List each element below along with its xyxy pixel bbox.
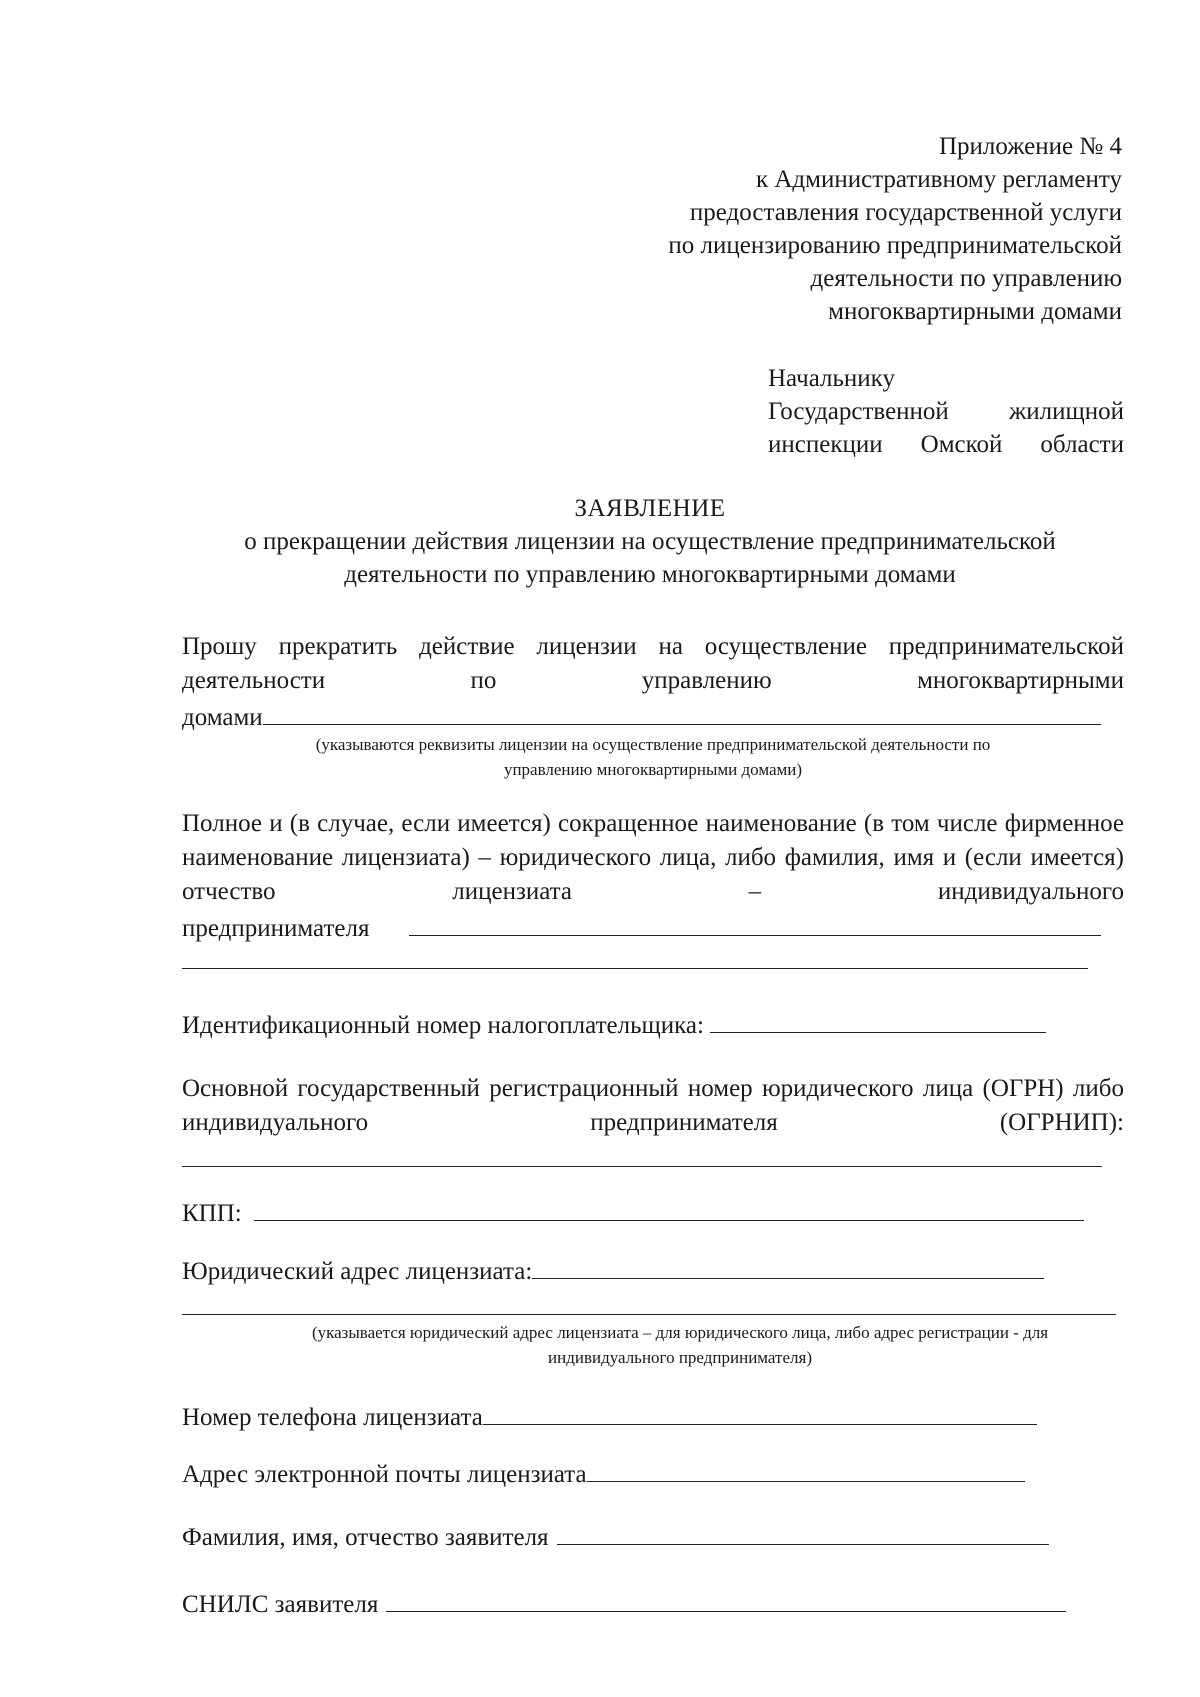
- address-field-continuation[interactable]: [182, 1314, 1116, 1315]
- document-subtitle: деятельности по управлению многоквартирными домами: [344, 561, 956, 588]
- email-row: [182, 1455, 1025, 1492]
- kpp-field[interactable]: [254, 1194, 1084, 1221]
- phone-label: Номер телефона лицензиата: [182, 1404, 483, 1431]
- ogrn-field[interactable]: [182, 1166, 1102, 1167]
- licensee-name-field[interactable]: [409, 909, 1101, 936]
- applicant-row: [182, 1518, 1049, 1555]
- addressee-line: Начальнику: [768, 365, 895, 392]
- caption-line: (указывается юридический адрес лицензиата – для юридического лица, либо адрес регистрации - для: [311, 1323, 1049, 1342]
- document-subtitle: о прекращении действия лицензии на осуществление предпринимательской: [244, 528, 1056, 555]
- applicant-name-field[interactable]: [557, 1518, 1049, 1545]
- annex-line: к Административному регламенту: [755, 166, 1122, 193]
- request-text: Прошу прекратить действие лицензии на осуществление предпринимательской деятельности по управлению многоквартирными: [182, 633, 1124, 694]
- annex-header: [668, 130, 1122, 328]
- addressee-line: Государственной жилищной: [768, 398, 1124, 425]
- annex-line: по лицензированию предпринимательской: [668, 232, 1122, 259]
- inn-row: [182, 1006, 1046, 1043]
- address-caption: [230, 1320, 1130, 1370]
- snils-label: СНИЛС заявителя: [182, 1591, 379, 1618]
- inn-field[interactable]: [710, 1006, 1046, 1033]
- snils-row: [182, 1585, 1066, 1622]
- inn-label: Идентификационный номер налогоплательщика:: [182, 1012, 704, 1039]
- kpp-label: КПП:: [182, 1200, 242, 1227]
- annex-line: деятельности по управлению: [810, 265, 1122, 292]
- snils-field[interactable]: [386, 1585, 1066, 1612]
- email-field[interactable]: [587, 1455, 1025, 1482]
- phone-row: [182, 1398, 1037, 1435]
- request-text-end: домами: [182, 704, 263, 731]
- licensee-name-field-continuation[interactable]: [182, 968, 1088, 969]
- address-row: [182, 1252, 1044, 1289]
- address-field[interactable]: [532, 1252, 1044, 1279]
- phone-field[interactable]: [483, 1398, 1037, 1425]
- kpp-row: [182, 1194, 1084, 1231]
- license-details-caption: [182, 732, 1124, 782]
- request-paragraph: [182, 630, 1124, 735]
- name-text: Полное и (в случае, если имеется) сокращенное наименование (в том числе фирменное наименование лицензиата) – юридического лица, либо фамилия, имя и (если имеется) отчество лицензиата – индивидуального: [182, 810, 1124, 905]
- addressee-block: [768, 362, 1124, 461]
- name-paragraph: [182, 807, 1124, 946]
- annex-line: многоквартирными домами: [828, 298, 1122, 325]
- caption-line: (указываются реквизиты лицензии на осуществление предпринимательской деятельности по: [315, 735, 991, 754]
- license-details-field[interactable]: [263, 698, 1101, 725]
- name-text-end: предпринимателя: [182, 915, 370, 942]
- annex-line: предоставления государственной услуги: [689, 199, 1122, 226]
- addressee-line: инспекции Омской области: [768, 431, 1124, 458]
- caption-line: индивидуального предпринимателя): [548, 1348, 812, 1367]
- email-label: Адрес электронной почты лицензиата: [182, 1461, 587, 1488]
- applicant-label: Фамилия, имя, отчество заявителя: [182, 1524, 549, 1551]
- ogrn-paragraph: [182, 1072, 1124, 1140]
- caption-line: управлению многоквартирными домами): [503, 760, 803, 779]
- annex-line: Приложение № 4: [938, 133, 1122, 160]
- address-label: Юридический адрес лицензиата:: [182, 1258, 533, 1285]
- document-title-block: [170, 493, 1130, 591]
- ogrn-text: Основной государственный регистрационный номер юридического лица (ОГРН) либо индивидуального предпринимателя (ОГРНИП):: [182, 1075, 1124, 1136]
- document-title: ЗАЯВЛЕНИЕ: [574, 495, 726, 522]
